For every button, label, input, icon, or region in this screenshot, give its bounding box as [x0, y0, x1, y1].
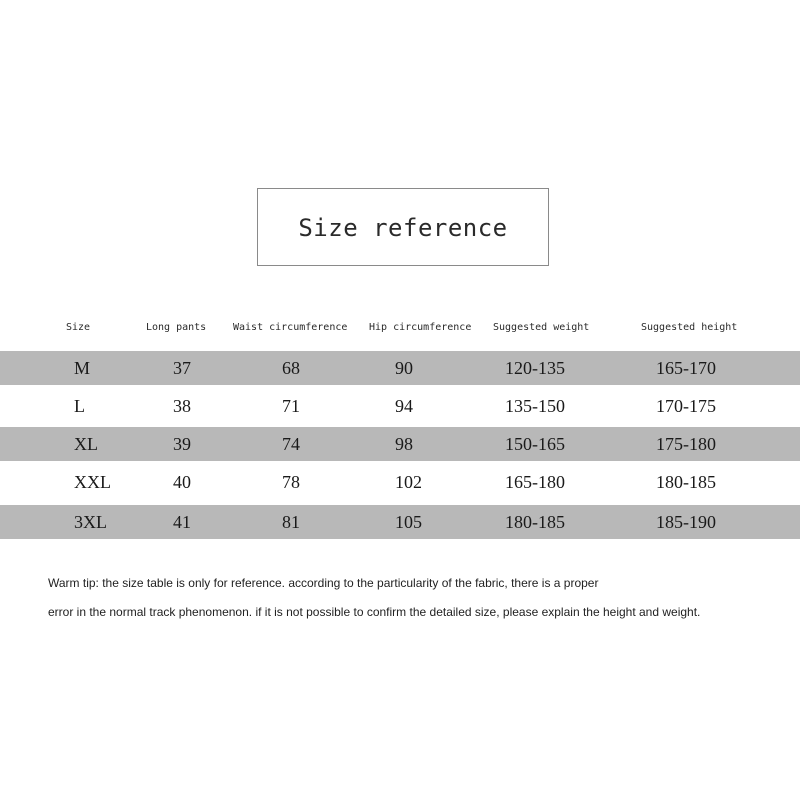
- warm-tip-line-1: Warm tip: the size table is only for reference. according to the particularity of the fabric, there is a proper: [48, 576, 599, 590]
- cell-size: M: [74, 358, 91, 378]
- cell-long-pants: 39: [173, 434, 191, 454]
- cell-weight: 150-165: [505, 434, 565, 454]
- cell-waist: 78: [282, 472, 300, 492]
- warm-tip-line-2: error in the normal track phenomenon. if it is not possible to confirm the detailed size, please explain the height and weight.: [48, 605, 701, 619]
- header-long-pants: Long pants: [146, 322, 207, 333]
- cell-size: L: [74, 396, 85, 416]
- cell-waist: 74: [282, 434, 300, 454]
- cell-height: 170-175: [656, 396, 716, 416]
- cell-waist: 68: [282, 358, 300, 378]
- table-row: [0, 465, 800, 499]
- table-row: [0, 505, 800, 539]
- cell-long-pants: 38: [173, 396, 191, 416]
- cell-long-pants: 41: [173, 512, 191, 532]
- page-title: Size reference: [298, 214, 508, 242]
- table-row: [0, 351, 800, 385]
- cell-hip: 90: [395, 358, 413, 378]
- table-row: [0, 389, 800, 423]
- cell-weight: 180-185: [505, 512, 565, 532]
- size-table: [0, 310, 800, 532]
- cell-hip: 94: [395, 396, 413, 416]
- cell-hip: 98: [395, 434, 413, 454]
- cell-size: XXL: [74, 472, 111, 492]
- cell-waist: 71: [282, 396, 300, 416]
- cell-height: 165-170: [656, 358, 716, 378]
- cell-size: XL: [74, 434, 98, 454]
- header-size: Size: [66, 322, 91, 333]
- cell-long-pants: 37: [173, 358, 191, 378]
- cell-long-pants: 40: [173, 472, 191, 492]
- header-hip: Hip circumference: [369, 322, 472, 333]
- table-row: [0, 427, 800, 461]
- cell-weight: 120-135: [505, 358, 565, 378]
- cell-waist: 81: [282, 512, 300, 532]
- cell-height: 180-185: [656, 472, 716, 492]
- cell-height: 175-180: [656, 434, 716, 454]
- header-height: Suggested height: [641, 322, 738, 333]
- cell-weight: 135-150: [505, 396, 565, 416]
- title-box: [257, 188, 549, 266]
- cell-weight: 165-180: [505, 472, 565, 492]
- table-header: [0, 310, 800, 350]
- cell-height: 185-190: [656, 512, 716, 532]
- header-weight: Suggested weight: [493, 322, 590, 333]
- cell-hip: 102: [395, 472, 422, 492]
- header-waist: Waist circumference: [233, 322, 348, 333]
- cell-size: 3XL: [74, 512, 107, 532]
- cell-hip: 105: [395, 512, 422, 532]
